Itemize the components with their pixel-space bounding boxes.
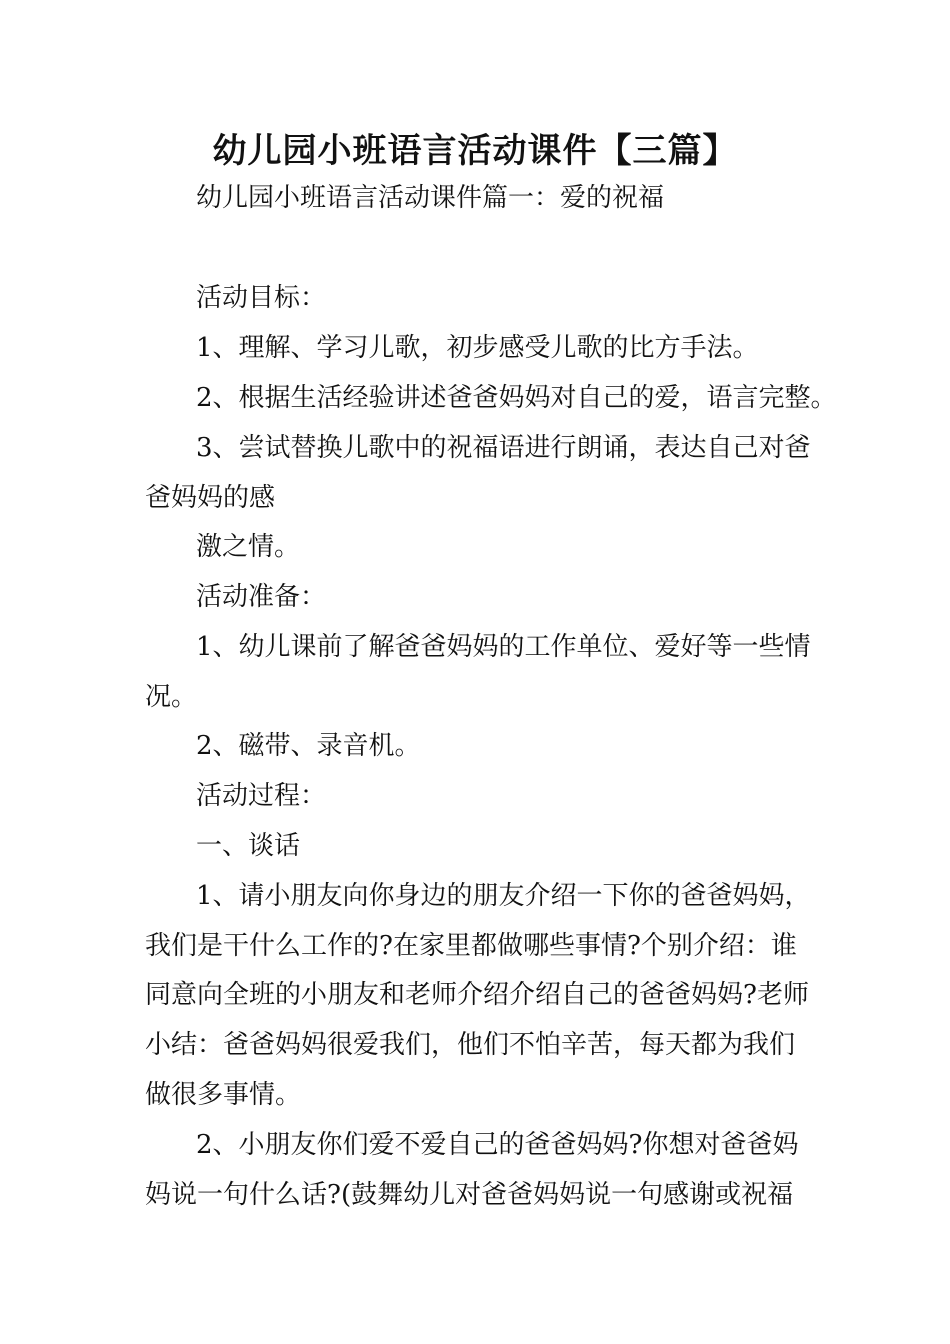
- paragraph-line: 2、小朋友你们爱不爱自己的爸爸妈妈?你想对爸爸妈: [196, 1130, 799, 1160]
- paragraph-line: 况。: [145, 682, 198, 712]
- document-title: 幼儿园小班语言活动课件【三篇】: [212, 131, 738, 171]
- paragraph-line: 一、谈话: [196, 831, 301, 861]
- paragraph-line: 活动目标：: [196, 283, 327, 313]
- paragraph-line: 1、幼儿课前了解爸爸妈妈的工作单位、爱好等一些情: [196, 632, 811, 662]
- paragraph-line: 我们是干什么工作的?在家里都做哪些事情?个别介绍：谁: [145, 931, 797, 961]
- paragraph-line: 小结：爸爸妈妈很爱我们，他们不怕辛苦，每天都为我们: [145, 1030, 796, 1060]
- paragraph-line: 同意向全班的小朋友和老师介绍介绍自己的爸爸妈妈?老师: [145, 980, 809, 1010]
- paragraph-line: 活动过程：: [196, 781, 327, 811]
- paragraph-line: 激之情。: [196, 532, 301, 562]
- paragraph-line: 2、根据生活经验讲述爸爸妈妈对自己的爱，语言完整。: [196, 383, 837, 413]
- paragraph-line: 妈说一句什么话?(鼓舞幼儿对爸爸妈妈说一句感谢或祝福: [145, 1180, 794, 1210]
- paragraph-line: 3、尝试替换儿歌中的祝福语进行朗诵，表达自己对爸: [196, 433, 811, 463]
- paragraph-line: 活动准备：: [196, 582, 327, 612]
- section-heading: 幼儿园小班语言活动课件篇一：爱的祝福: [196, 183, 665, 213]
- paragraph-line: 爸妈妈的感: [145, 483, 276, 513]
- paragraph-line: 1、理解、学习儿歌，初步感受儿歌的比方手法。: [196, 333, 759, 363]
- paragraph-line: 2、磁带、录音机。: [196, 731, 421, 761]
- paragraph-line: 1、请小朋友向你身边的朋友介绍一下你的爸爸妈妈，: [196, 881, 811, 911]
- paragraph-line: 做很多事情。: [145, 1080, 302, 1110]
